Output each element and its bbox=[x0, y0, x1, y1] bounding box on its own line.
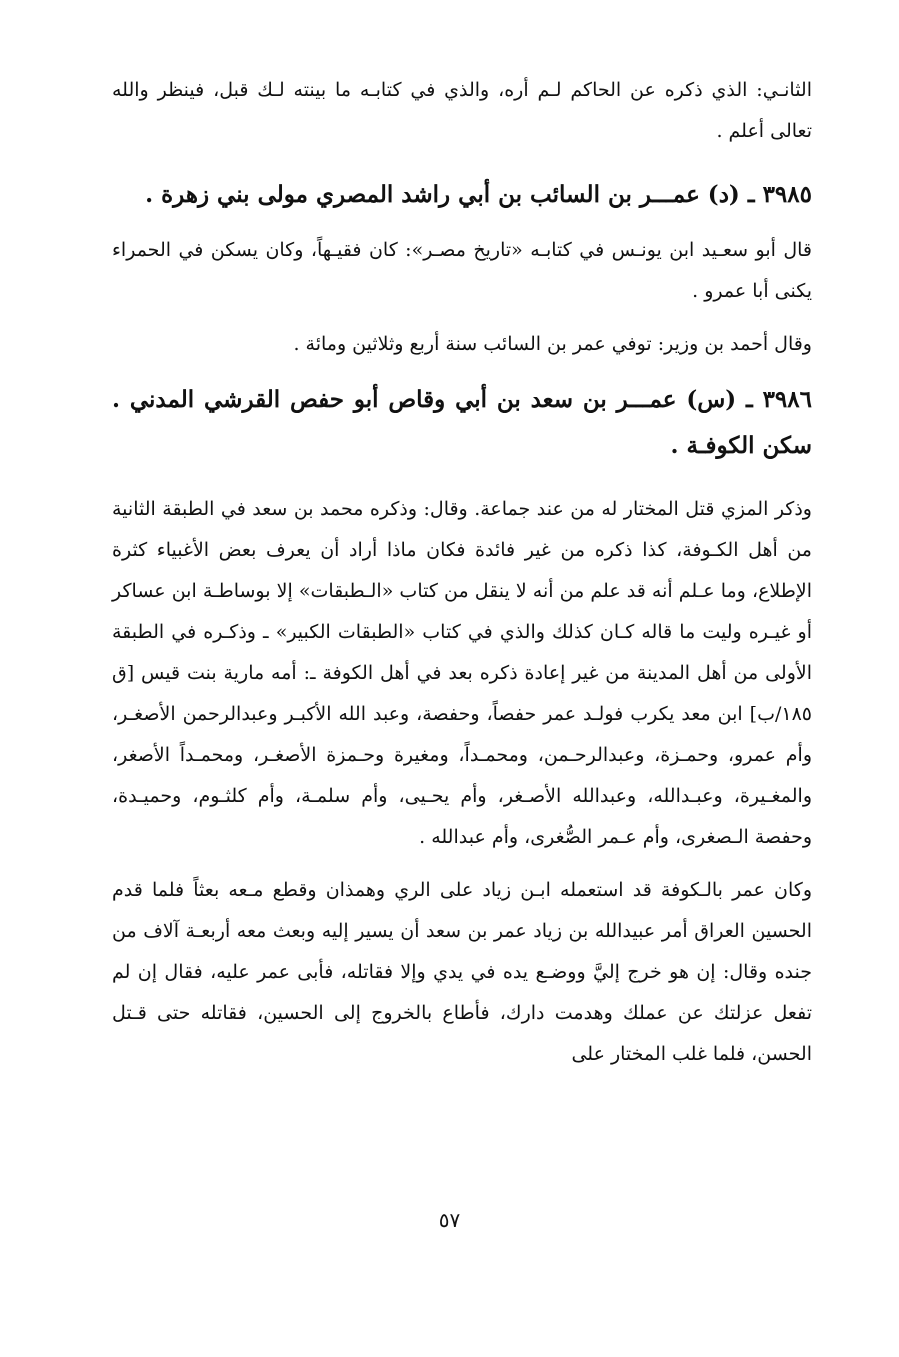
entry-3986-heading: ٣٩٨٦ ـ (س) عمـــر بن سعد بن أبي وقاص أبو حفص القرشي المدني . سكن الكوفـة . bbox=[112, 386, 812, 459]
spacer bbox=[112, 218, 812, 230]
entry-3985-paragraph-1: قال أبو سعـيد ابن يونـس في كتابـه «تاريخ مصـر»: كان فقيـهاً، وكان يسكن في الحمراء يكنى أبا عمرو . bbox=[112, 239, 812, 302]
spacer bbox=[112, 858, 812, 870]
spacer bbox=[112, 365, 812, 377]
entry-3986-paragraph-2: وكان عمر بالـكوفة قد استعمله ابـن زياد على الري وهمذان وقطع مـعه بعثاً فلما قدم الحسين العراق أمر عبيدالله بن زياد عمر بن سعد أن يسير إليه وبعث معه أربعـة آلاف من جنده وقال: إن هو خرج إليَّ ووضـع يده في يدي وإلا فقاتله، فأبى عمر عليه، فقال إن لم تفعل عزلتك عن عملك وهدمت دارك، فأطاع بالخروج إلى الحسين، فقاتله حتى قـتل الحسن، فلما غلب المختار على bbox=[112, 879, 812, 1065]
intro-paragraph: الثانـي: الذي ذكره عن الحاكم لـم أره، والذي في كتابـه ما بينته لـك قبل، فينظر والله تعالى أعلم . bbox=[112, 79, 812, 142]
spacer bbox=[112, 469, 812, 489]
page-body bbox=[112, 70, 812, 1075]
page-number: ٥٧ bbox=[438, 1208, 461, 1232]
entry-3985-paragraph-2: وقال أحمد بن وزير: توفي عمر بن السائب سنة أربع وثلاثين ومائة . bbox=[293, 333, 812, 355]
spacer bbox=[112, 312, 812, 324]
entry-3986-paragraph-1: وذكر المزي قتل المختار له من عند جماعة. وقال: وذكره محمد بن سعد في الطبقة الثانية من أهل الكـوفة، كذا ذكره من غير فائدة فكان ماذا أراد أن يعرف بعض الأغبياء كثرة الإطلاع، وما عـلم أنه قد علم من أنه لا ينقل من كتاب «الـطبقات» إلا بوساطـة ابن عساكر أو غيـره وليت ما قاله كـان كذلك والذي في كتاب «الطبقات الكبير» ـ وذكـره في الطبقة الأولى من أهل المدينة من غير إعادة ذكره بعد في أهل الكوفة ـ: أمه مارية بنت قيس [ق ١٨٥/ب] ابن معد يكرب فولـد عمر حفصاً، وحفصة، وعبد الله الأكبـر وعبدالرحمن الأصغـر، وأم عمرو، وحمـزة، وعبدالرحـمن، ومحمـداً، ومغيرة وحـمزة الأصغـر، ومحمـداً الأصغر، والمغـيرة، وعبـدالله، وعبدالله الأصـغر، وأم يحـيى، وأم سلمـة، وأم كلثـوم، وحميـدة، وحفصة الـصغرى، وأم عـمر الصُّغرى، وأم عبدالله . bbox=[112, 498, 813, 848]
entry-3985-heading: ٣٩٨٥ ـ (د) عمـــر بن السائب بن أبي راشد المصري مولى بني زهرة . bbox=[145, 181, 812, 208]
spacer bbox=[112, 152, 812, 172]
